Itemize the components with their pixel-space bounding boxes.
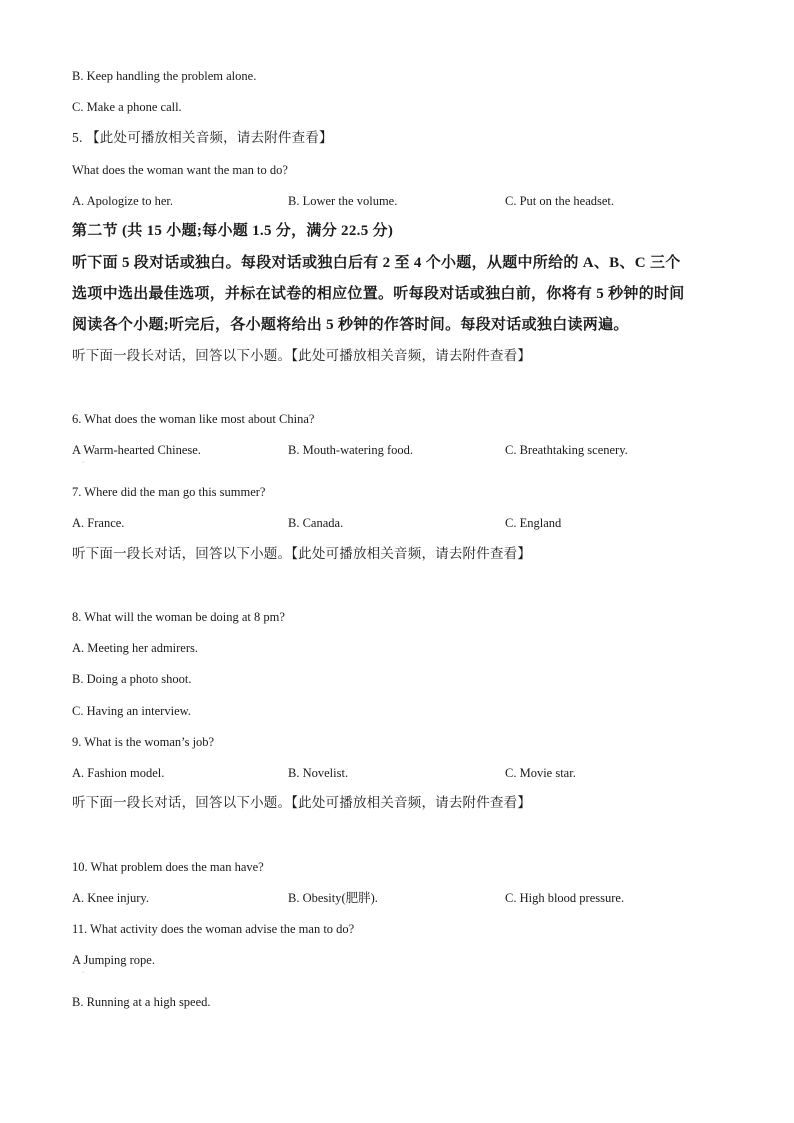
section2-title: 第二节 (共 15 小题;每小题 1.5 分，满分 22.5 分) [72, 223, 394, 239]
section2-instruction-1: 听下面 5 段对话或独白。每段对话或独白后有 2 至 4 个小题，从题中所给的 A、B、C 三个 [72, 255, 681, 271]
q4-option-b: B. Keep handling the problem alone. [72, 69, 257, 83]
q8-option-b: B. Doing a photo shoot. [72, 672, 192, 686]
q9-option-b: B. Novelist. [288, 766, 349, 780]
q7-option-a: A. France. [72, 516, 125, 530]
audio-note-3[interactable]: 听下面一段长对话，回答以下小题。【此处可播放相关音频，请去附件查看】 [72, 795, 532, 810]
q9-option-a: A. Fashion model. [72, 766, 165, 780]
q11-question: 11. What activity does the woman advise the man to do? [72, 922, 355, 936]
q10-option-a: A. Knee injury. [72, 891, 149, 905]
q7-question: 7. Where did the man go this summer? [72, 485, 266, 499]
audio-note-2[interactable]: 听下面一段长对话，回答以下小题。【此处可播放相关音频，请去附件查看】 [72, 546, 532, 561]
q8-question: 8. What will the woman be doing at 8 pm? [72, 610, 285, 624]
q6-question: 6. What does the woman like most about China? [72, 412, 315, 426]
q5-question: What does the woman want the man to do? [72, 163, 288, 177]
q5-option-b: B. Lower the volume. [288, 194, 398, 208]
q6-option-a: A Warm-hearted Chinese. [72, 443, 201, 457]
q5-option-c: C. Put on the headset. [505, 194, 615, 208]
q5-option-a: A. Apologize to her. [72, 194, 174, 208]
section2-instruction-3: 阅读各个小题;听完后，各小题将给出 5 秒钟的作答时间。每段对话或独白读两遍。 [72, 317, 629, 333]
q4-option-c: C. Make a phone call. [72, 100, 182, 114]
emphasis-dot: · [82, 460, 84, 466]
q10-option-b: B. Obesity(肥胖). [288, 891, 378, 905]
q11-option-a: A Jumping rope. [72, 953, 155, 967]
q5-audio-note[interactable]: 5. 【此处可播放相关音频，请去附件查看】 [72, 130, 333, 145]
q7-option-b: B. Canada. [288, 516, 344, 530]
q8-option-a: A. Meeting her admirers. [72, 641, 199, 655]
q9-question: 9. What is the woman’s job? [72, 735, 215, 749]
q8-option-c: C. Having an interview. [72, 704, 191, 718]
q11-option-b: B. Running at a high speed. [72, 995, 211, 1009]
q7-option-c: C. England [505, 516, 562, 530]
q6-option-c: C. Breathtaking scenery. [505, 443, 628, 457]
section2-instruction-2: 选项中选出最佳选项，并标在试卷的相应位置。听每段对话或独白前，你将有 5 秒钟的时间 [72, 286, 685, 302]
emphasis-dot: · [82, 970, 84, 976]
q6-option-b: B. Mouth-watering food. [288, 443, 413, 457]
q10-option-c: C. High blood pressure. [505, 891, 625, 905]
audio-note-1[interactable]: 听下面一段长对话，回答以下小题。【此处可播放相关音频，请去附件查看】 [72, 348, 532, 363]
q10-question: 10. What problem does the man have? [72, 860, 264, 874]
q9-option-c: C. Movie star. [505, 766, 576, 780]
